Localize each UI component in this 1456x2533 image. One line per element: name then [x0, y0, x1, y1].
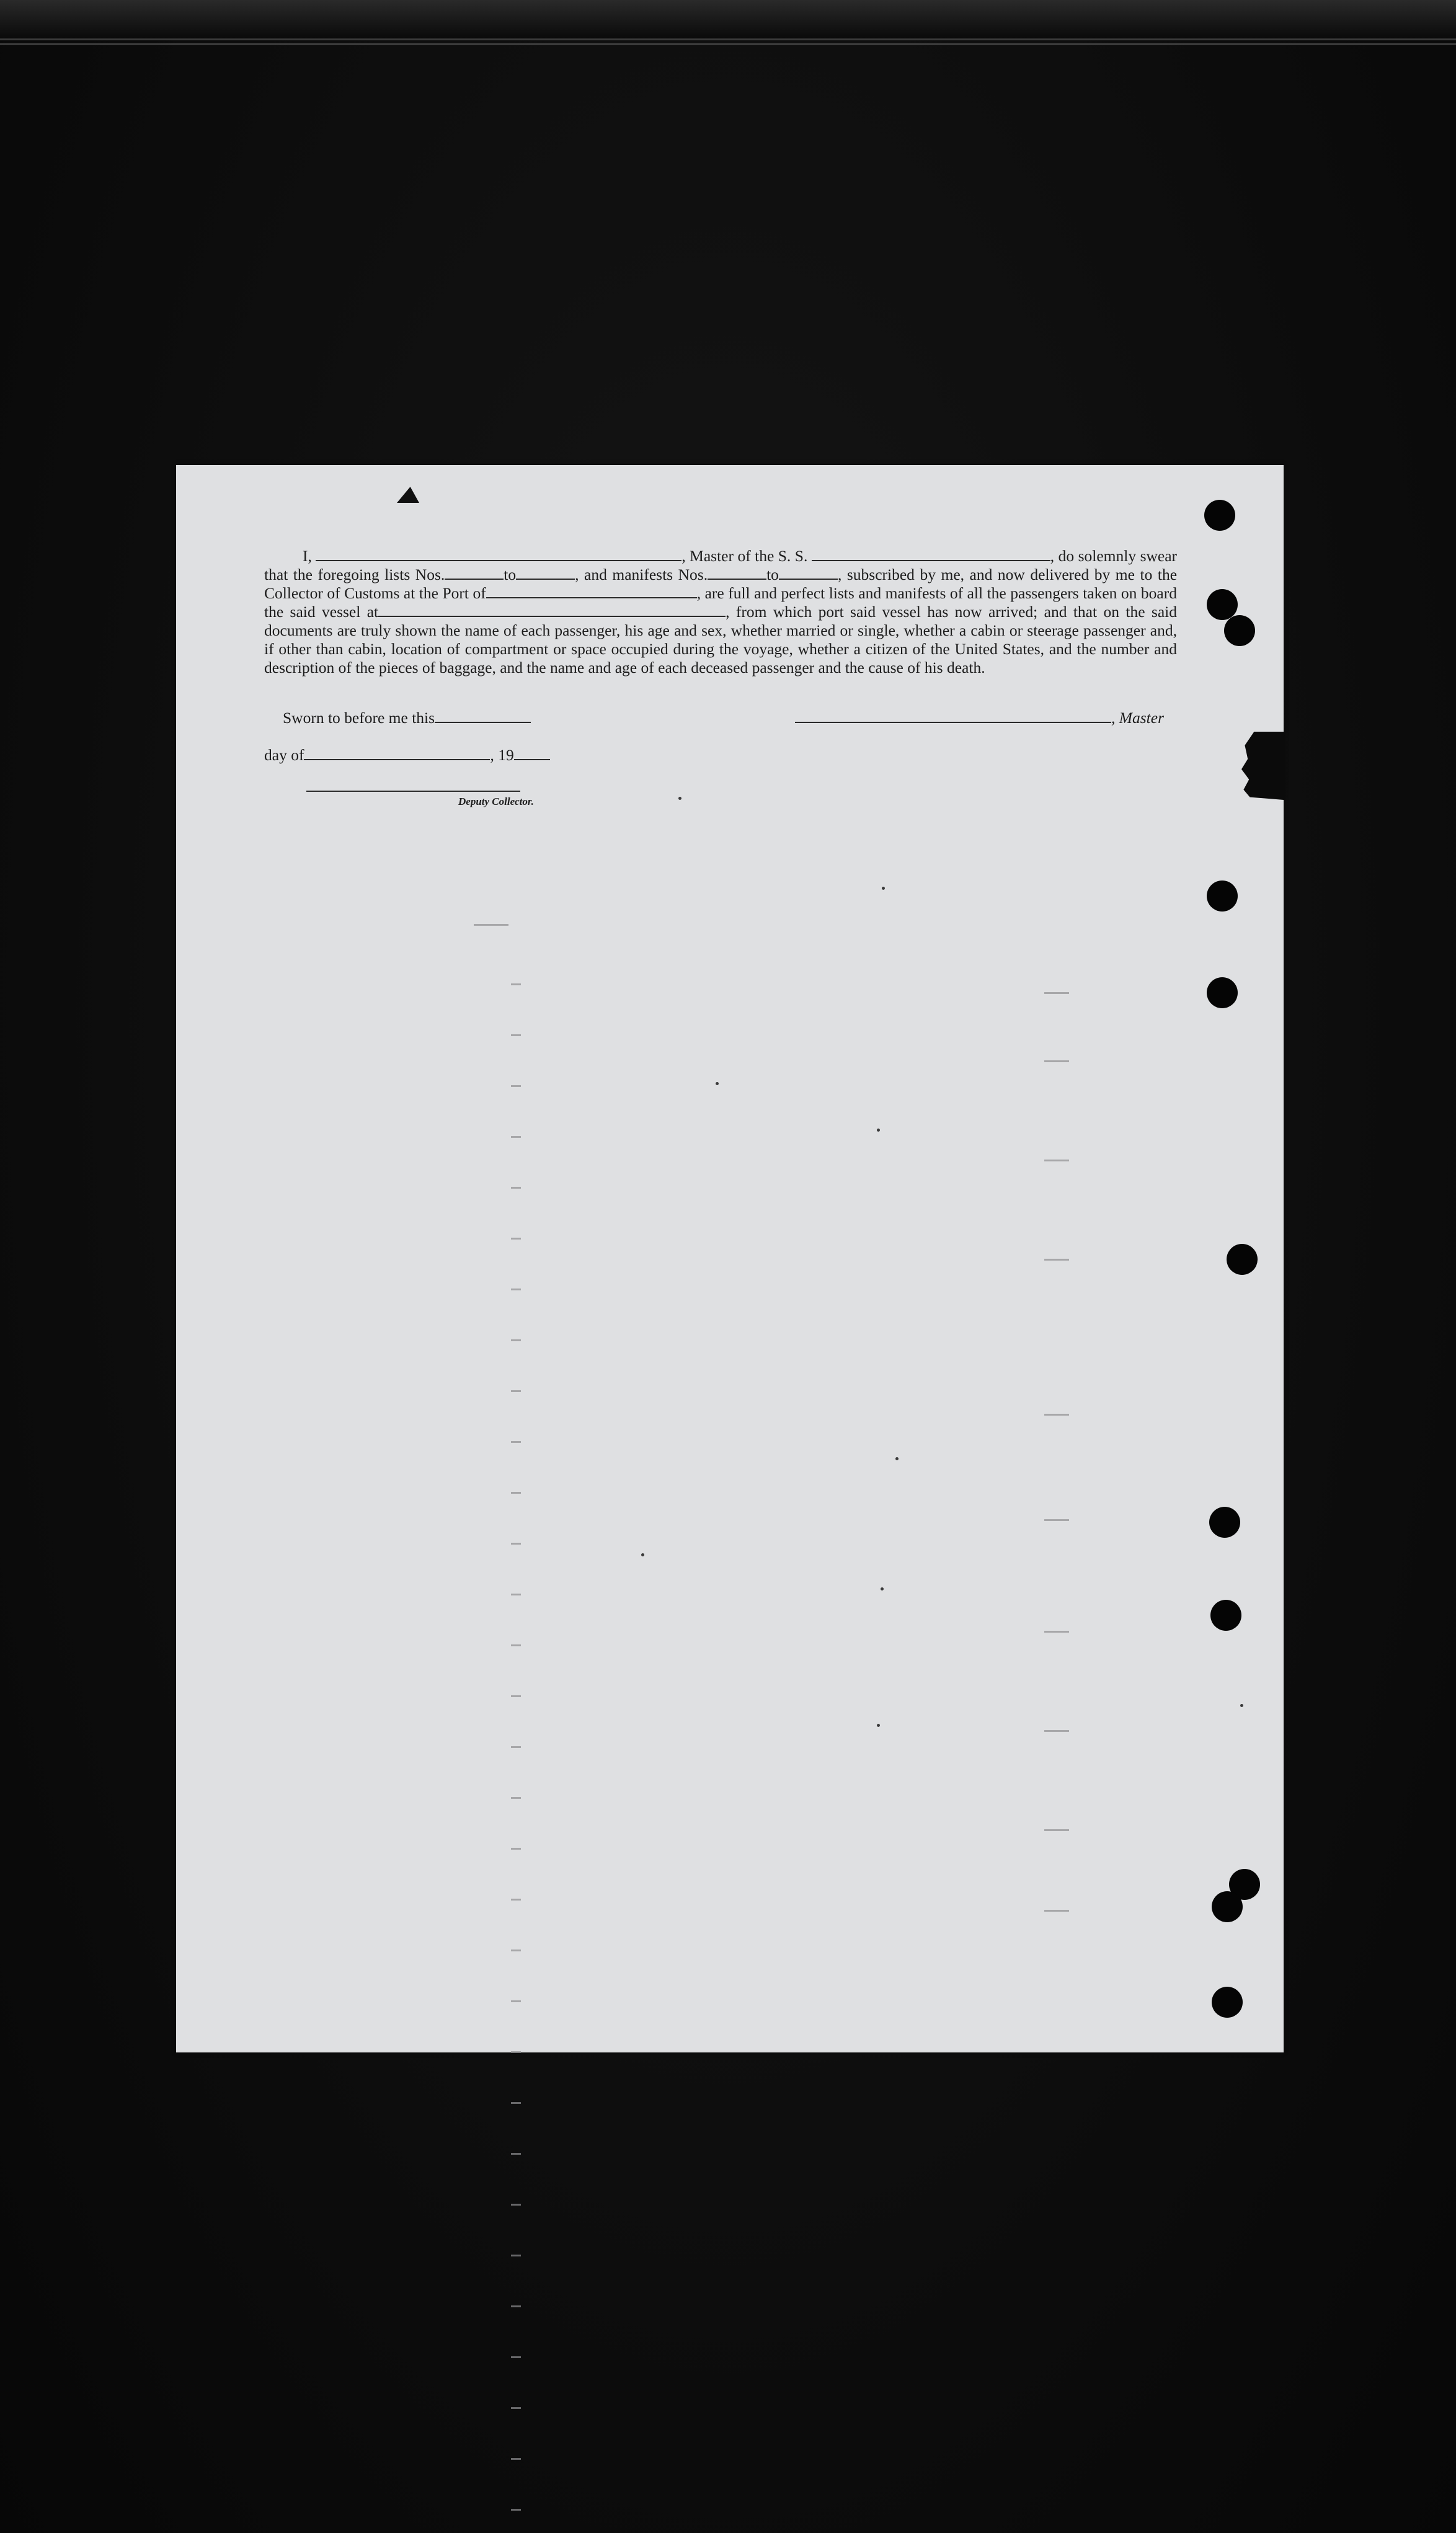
punch-hole	[1207, 589, 1238, 620]
speck	[678, 797, 681, 800]
bleed-mark	[1044, 1519, 1069, 1521]
bleed-mark	[511, 1543, 521, 1545]
speck	[877, 1724, 880, 1727]
ink-mark	[397, 487, 419, 503]
punch-hole	[1210, 1600, 1241, 1631]
speck	[1240, 1704, 1243, 1707]
bleed-mark	[511, 1492, 521, 1494]
bleed-mark	[511, 2458, 521, 2460]
bleed-mark	[474, 924, 508, 926]
punch-hole	[1207, 977, 1238, 1008]
bleed-mark	[511, 1136, 521, 1138]
bleed-mark	[511, 983, 521, 985]
oath-manifests: , and manifests Nos.	[575, 566, 708, 583]
speck	[895, 1457, 899, 1460]
master-label: , Master	[1111, 709, 1164, 727]
bleed-mark	[511, 1441, 521, 1443]
bleed-mark	[511, 1797, 521, 1799]
year-blank	[514, 747, 550, 760]
departure-port-blank	[378, 603, 726, 617]
bleed-mark	[511, 2356, 521, 2358]
punch-hole	[1212, 1891, 1243, 1922]
speck	[877, 1129, 880, 1132]
bleed-mark	[511, 2000, 521, 2002]
bleed-mark	[511, 2153, 521, 2155]
punch-hole	[1209, 1507, 1240, 1538]
bleed-mark	[1044, 1259, 1069, 1261]
sworn-row	[283, 709, 531, 727]
bleed-mark	[511, 2509, 521, 2511]
bleed-mark	[511, 1848, 521, 1850]
bleed-mark	[1044, 1414, 1069, 1416]
list-to-blank	[516, 566, 575, 580]
oath-solemnly: , do solemnly	[1050, 547, 1137, 565]
port-blank	[486, 585, 697, 598]
bleed-mark	[511, 1594, 521, 1595]
oath-paragraph	[264, 547, 1177, 677]
month-blank	[304, 747, 490, 760]
oath-to-1: to	[504, 566, 517, 583]
film-line	[0, 43, 1456, 45]
bleed-mark	[511, 1390, 521, 1392]
oath-full-perfect: , are full and perfect lists and manifests of all the passengers taken on board the said vessel at	[264, 584, 1177, 621]
oath-from-which: , from which port said vessel has now arrived; and that on the said documents are truly shown the name of each passenger, his age and sex, whether married or single, whether a cabin or steerage passenger and, if other than cabin, location of compartment or space occupied during the voyage, whether a citizen of the United States, and the number and description of the pieces of baggage, and the name and age of each deceased passenger and the cause of his death.	[264, 603, 1177, 677]
master-signature-row	[795, 709, 1164, 727]
manifest-from-blank	[708, 566, 766, 580]
oath-master-of: , Master of the S. S.	[681, 547, 808, 565]
deputy-collector-label: Deputy Collector.	[458, 796, 534, 807]
master-signature-blank	[795, 709, 1111, 723]
manifest-page	[176, 465, 1284, 2052]
oath-to-2: to	[766, 566, 779, 583]
day-of-row	[264, 746, 550, 765]
manifest-to-blank	[779, 566, 838, 580]
punch-hole	[1212, 1987, 1243, 2018]
bleed-mark	[511, 2407, 521, 2409]
bleed-mark	[511, 1289, 521, 1290]
bleed-mark	[511, 1644, 521, 1646]
bleed-mark	[1044, 1910, 1069, 1912]
bleed-mark	[1044, 1730, 1069, 1732]
bleed-mark	[511, 2305, 521, 2307]
bleed-mark	[511, 1187, 521, 1189]
page-tear	[1241, 732, 1284, 800]
punch-hole	[1227, 1244, 1258, 1275]
bleed-mark	[511, 1238, 521, 1240]
year-prefix: , 19	[490, 746, 514, 764]
bleed-mark	[511, 1695, 521, 1697]
list-from-blank	[445, 566, 504, 580]
deputy-signature-line	[306, 791, 520, 792]
bleed-mark	[1044, 1829, 1069, 1831]
bleed-mark	[511, 2102, 521, 2104]
bleed-mark	[1044, 1160, 1069, 1161]
film-edge	[0, 0, 1456, 40]
bleed-mark	[511, 1085, 521, 1087]
speck	[641, 1553, 644, 1556]
master-name-blank	[316, 548, 681, 561]
oath-swear: swear that the foregoing lists Nos.	[264, 547, 1178, 583]
sworn-label: Sworn to before me this	[283, 709, 435, 727]
day-of-label: day of	[264, 746, 304, 764]
speck	[881, 1587, 884, 1590]
bleed-mark	[511, 1899, 521, 1901]
bleed-mark	[511, 2255, 521, 2256]
speck	[716, 1082, 719, 1085]
punch-hole	[1224, 615, 1255, 646]
bleed-mark	[1044, 992, 1069, 994]
bleed-mark	[1044, 1631, 1069, 1633]
bleed-mark	[511, 2204, 521, 2206]
bleed-mark	[511, 2051, 521, 2053]
bleed-mark	[511, 1746, 521, 1748]
bleed-mark	[1044, 1060, 1069, 1062]
punch-hole	[1207, 881, 1238, 912]
oath-subscribed: , subscribed by me, and now delivered by me to the Collector of Customs at the Port of	[264, 566, 1178, 602]
ship-name-blank	[812, 548, 1050, 561]
oath-pronoun: I,	[303, 547, 312, 565]
bleed-mark	[511, 1950, 521, 1951]
bleed-mark	[511, 1339, 521, 1341]
punch-hole	[1204, 500, 1235, 531]
sworn-day-blank	[435, 709, 531, 723]
speck	[882, 887, 885, 890]
bleed-mark	[511, 1034, 521, 1036]
